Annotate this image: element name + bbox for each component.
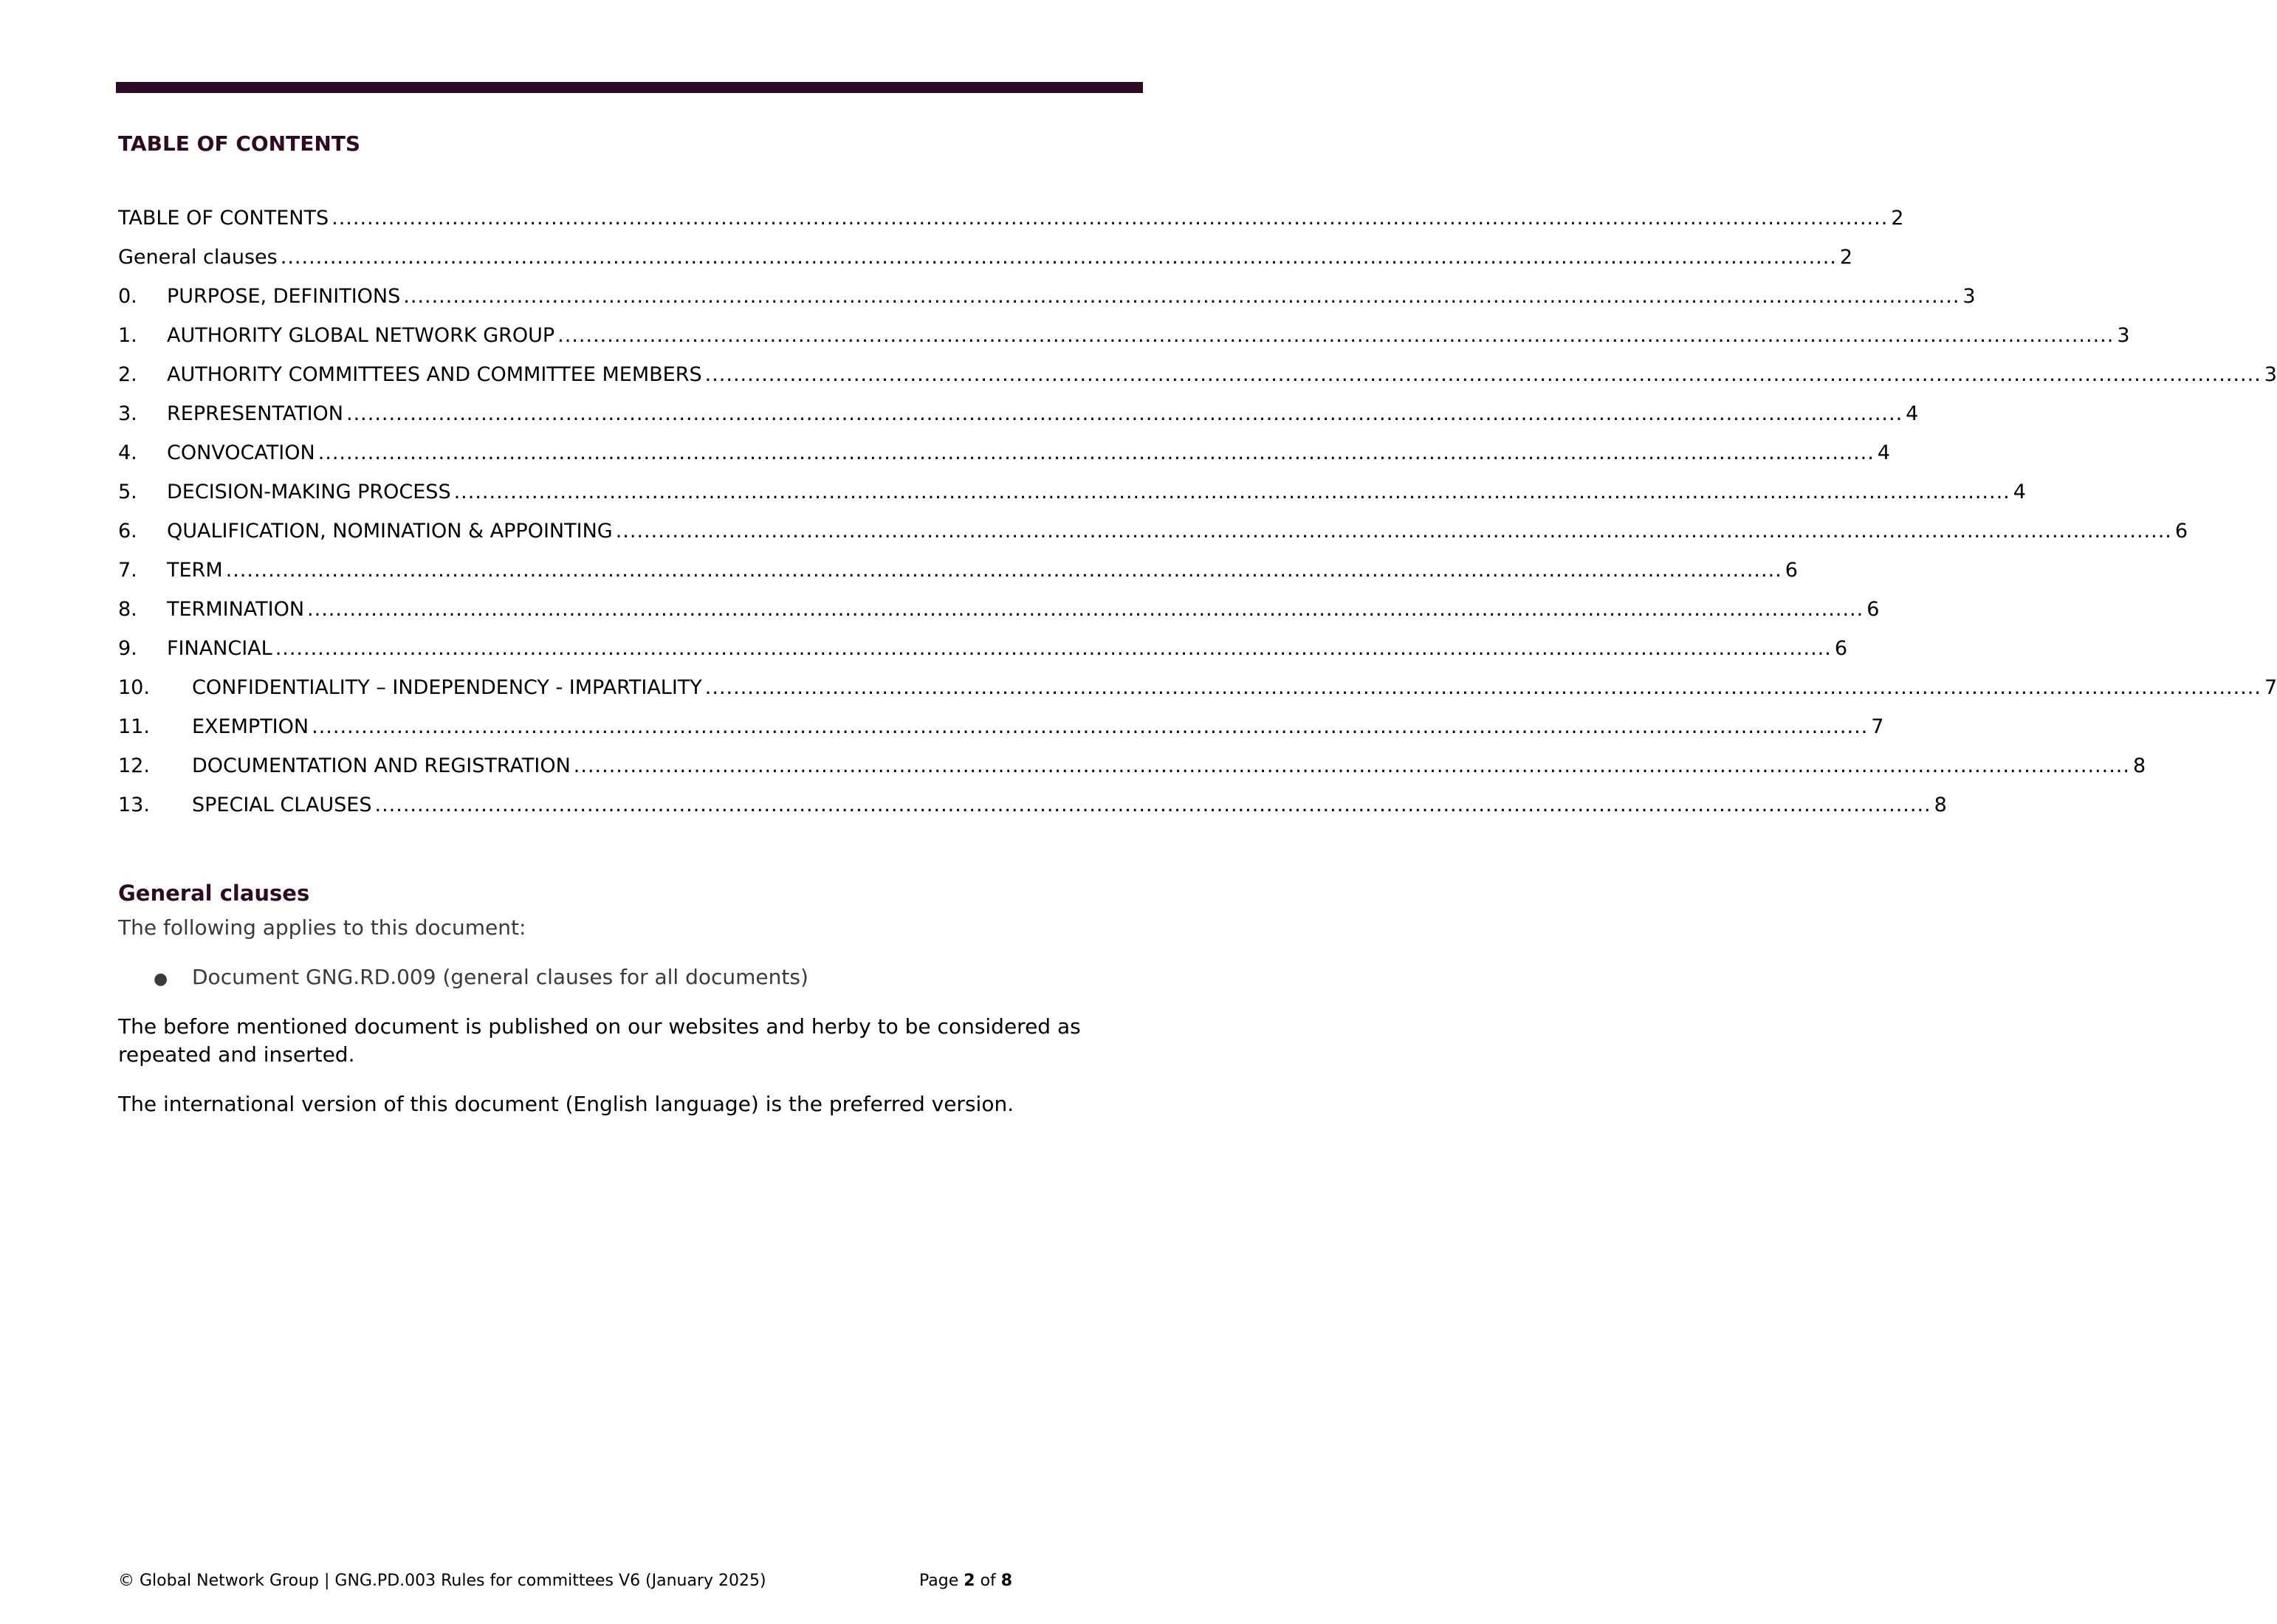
bullet-list-item (154, 963, 808, 994)
toc-entry-title: CONFIDENTIALITY – INDEPENDENCY - IMPARTIALITY (192, 676, 702, 699)
toc-leader-dots: ............................................................................................................................................................................................................................ (332, 207, 1889, 230)
toc-leader-dots: ............................................................................................................................................................................................................................ (704, 363, 2261, 386)
toc-entry-title: DOCUMENTATION AND REGISTRATION (192, 754, 571, 777)
bullet-icon: ● (154, 970, 168, 988)
toc-entry[interactable] (118, 673, 2277, 712)
page-label: Page (919, 1572, 959, 1590)
toc-entry-page: 4 (1906, 402, 1919, 425)
toc-entry-number: 0. (118, 285, 137, 308)
toc-entry[interactable] (118, 243, 1853, 282)
toc-entry-title: TERMINATION (167, 598, 305, 621)
toc-entry[interactable] (118, 791, 1947, 830)
toc-entry-page: 2 (1891, 207, 1904, 230)
toc-entry-number: 13. (118, 794, 150, 816)
toc-entry[interactable] (118, 712, 1884, 751)
paragraph-published: The before mentioned document is published on our websites and herby to be considered as repeated and inserted. (118, 1014, 1081, 1067)
toc-leader-dots: ............................................................................................................................................................................................................................ (453, 481, 2010, 503)
toc-entry-page: 4 (1877, 441, 1891, 464)
toc-entry-page: 8 (2132, 754, 2146, 777)
toc-entry-number: 9. (118, 637, 137, 660)
toc-entry[interactable] (118, 399, 1919, 438)
toc-entry-title: TABLE OF CONTENTS (118, 207, 329, 230)
toc-leader-dots: ............................................................................................................................................................................................................................ (280, 246, 1837, 269)
toc-entry-title: AUTHORITY COMMITTEES AND COMMITTEE MEMBERS (167, 363, 702, 386)
toc-leader-dots: ............................................................................................................................................................................................................................ (307, 598, 1864, 621)
toc-entry-title: QUALIFICATION, NOMINATION & APPOINTING (167, 520, 613, 543)
toc-entry-number: 8. (118, 598, 137, 621)
toc-entry-page: 7 (2264, 676, 2277, 699)
toc-entry-page: 6 (1834, 637, 1848, 660)
toc-entry-page: 3 (2264, 363, 2277, 386)
footer-page-number (919, 1570, 1012, 1592)
toc-leader-dots: ............................................................................................................................................................................................................................ (615, 520, 2172, 543)
page-total: 8 (1000, 1572, 1013, 1590)
toc-entry-page: 2 (1839, 246, 1853, 269)
toc-entry-number: 4. (118, 441, 137, 464)
toc-leader-dots: ............................................................................................................................................................................................................................ (374, 794, 1931, 816)
toc-leader-dots: ............................................................................................................................................................................................................................ (225, 559, 1782, 582)
toc-entry[interactable] (118, 517, 2188, 556)
toc-entry-title: SPECIAL CLAUSES (192, 794, 372, 816)
page-of: of (980, 1572, 996, 1590)
toc-entry-title: EXEMPTION (192, 715, 309, 738)
toc-entry[interactable] (118, 751, 2146, 791)
toc-entry-number: 1. (118, 324, 137, 347)
toc-entry[interactable] (118, 478, 2026, 517)
toc-entry-page: 4 (2013, 481, 2026, 503)
toc-entry-number: 12. (118, 754, 150, 777)
toc-entry[interactable] (118, 595, 1880, 634)
toc-leader-dots: ............................................................................................................................................................................................................................ (346, 402, 1903, 425)
toc-leader-dots: ............................................................................................................................................................................................................................ (317, 441, 1875, 464)
toc-entry-title: TERM (167, 559, 223, 582)
toc-list (118, 204, 2277, 830)
toc-entry[interactable] (118, 438, 1891, 478)
footer-copyright: © Global Network Group | GNG.PD.003 Rules for committees V6 (January 2025) (118, 1572, 766, 1590)
toc-entry[interactable] (118, 360, 2277, 399)
toc-entry-title: PURPOSE, DEFINITIONS (167, 285, 401, 308)
toc-leader-dots: ............................................................................................................................................................................................................................ (275, 637, 1832, 660)
toc-entry[interactable] (118, 321, 2130, 360)
toc-entry-title: General clauses (118, 246, 278, 269)
toc-leader-dots: ............................................................................................................................................................................................................................ (312, 715, 1869, 738)
toc-entry-title: CONVOCATION (167, 441, 315, 464)
toc-entry-page: 3 (2117, 324, 2130, 347)
bullet-text: Document GNG.RD.009 (general clauses for all documents) (192, 965, 808, 989)
toc-entry-number: 2. (118, 363, 137, 386)
toc-entry-title: REPRESENTATION (167, 402, 343, 425)
toc-entry-number: 5. (118, 481, 137, 503)
toc-entry-page: 6 (1866, 598, 1880, 621)
toc-entry-page: 8 (1934, 794, 1947, 816)
toc-entry-title: FINANCIAL (167, 637, 272, 660)
toc-entry-number: 3. (118, 402, 137, 425)
toc-entry[interactable] (118, 204, 1904, 243)
general-clauses-heading: General clauses (118, 881, 310, 906)
toc-entry-title: DECISION-MAKING PROCESS (167, 481, 451, 503)
toc-entry-page: 3 (1962, 285, 1976, 308)
toc-entry-number: 6. (118, 520, 137, 543)
toc-entry-number: 10. (118, 676, 150, 699)
toc-entry[interactable] (118, 282, 1976, 321)
paragraph-international-version: The international version of this document (English language) is the preferred version. (118, 1092, 1014, 1116)
toc-entry[interactable] (118, 634, 1848, 673)
toc-entry-number: 11. (118, 715, 150, 738)
toc-entry-title: AUTHORITY GLOBAL NETWORK GROUP (167, 324, 555, 347)
toc-entry-page: 6 (2174, 520, 2188, 543)
header-rule (116, 82, 1143, 93)
general-clauses-intro: The following applies to this document: (118, 915, 526, 940)
toc-heading: TABLE OF CONTENTS (118, 131, 361, 156)
toc-leader-dots: ............................................................................................................................................................................................................................ (403, 285, 1960, 308)
toc-entry[interactable] (118, 556, 1798, 595)
toc-leader-dots: ............................................................................................................................................................................................................................ (557, 324, 2115, 347)
toc-entry-page: 6 (1785, 559, 1798, 582)
toc-entry-page: 7 (1871, 715, 1884, 738)
toc-leader-dots: ............................................................................................................................................................................................................................ (704, 676, 2261, 699)
page-current: 2 (964, 1572, 975, 1590)
toc-leader-dots: ............................................................................................................................................................................................................................ (573, 754, 2130, 777)
toc-entry-number: 7. (118, 559, 137, 582)
